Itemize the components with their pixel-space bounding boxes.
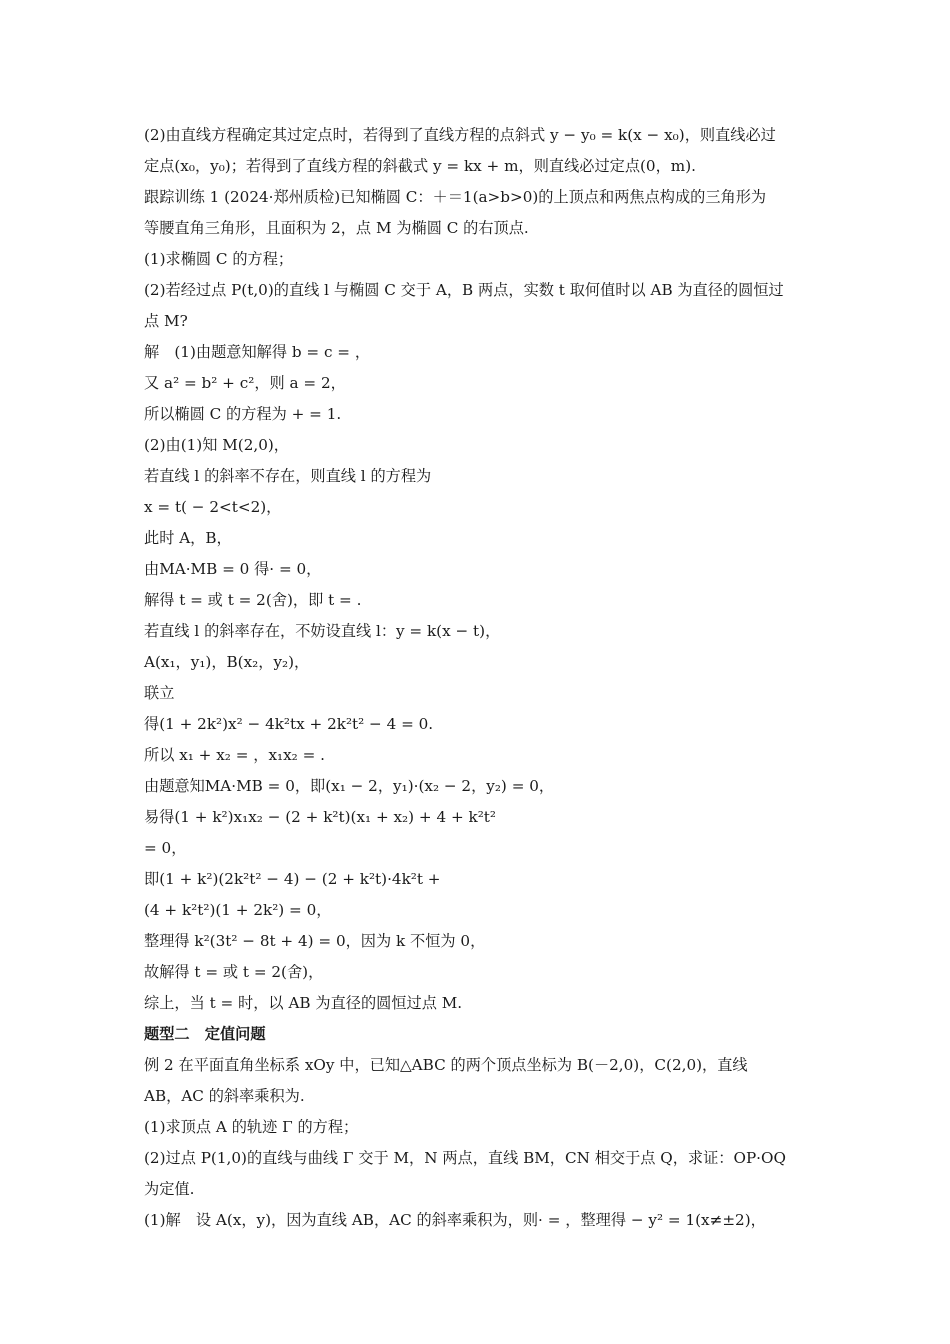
text-line: 点 M? (144, 312, 188, 330)
text-line: 等腰直角三角形，且面积为 2，点 M 为椭圆 C 的右顶点. (144, 219, 529, 237)
text-line: 又 a² = b² + c²，则 a = 2， (144, 374, 346, 392)
text-line: 若直线 l 的斜率存在，不妨设直线 l：y = k(x − t)， (144, 622, 501, 640)
text-line: 例 2 在平面直角坐标系 xOy 中，已知△ABC 的两个顶点坐标为 B(－2,0)，C(2,0)，直线 (144, 1056, 748, 1074)
text-line: 跟踪训练 1 (2024·郑州质检)已知椭圆 C：＋＝1(a>b>0)的上顶点和两焦点构成的三角形为 (144, 188, 767, 206)
text-line: 定点(x₀，y₀)；若得到了直线方程的斜截式 y = kx + m，则直线必过定点(0，m). (144, 157, 696, 175)
text-line: 所以 x₁ + x₂ = ，x₁x₂ = . (144, 746, 325, 764)
text-line: 若直线 l 的斜率不存在，则直线 l 的方程为 (144, 467, 432, 485)
text-line: = 0， (144, 839, 187, 857)
text-line: x = t( − 2<t<2)， (144, 498, 282, 516)
text-line: (2)若经过点 P(t,0)的直线 l 与椭圆 C 交于 A，B 两点，实数 t 取何值时以 AB 为直径的圆恒过 (144, 281, 784, 299)
text-line: 即(1 + k²)(2k²t² − 4) − (2 + k²t)·4k²t + (144, 870, 441, 888)
text-line: 整理得 k²(3t² − 8t + 4) = 0，因为 k 不恒为 0， (144, 932, 486, 950)
text-line: (2)过点 P(1,0)的直线与曲线 Γ 交于 M，N 两点，直线 BM，CN 相交于点 Q，求证：OP·OQ (144, 1149, 786, 1167)
text-line: 解 (1)由题意知解得 b = c = ， (144, 343, 371, 361)
text-line: 由题意知MA·MB = 0，即(x₁ − 2，y₁)·(x₂ − 2，y₂) = 0， (144, 777, 555, 795)
text-line: (2)由直线方程确定其过定点时，若得到了直线方程的点斜式 y − y₀ = k(x − x₀)，则直线必过 (144, 126, 776, 144)
text-line: 联立 (144, 684, 175, 702)
text-line: 得(1 + 2k²)x² − 4k²tx + 2k²t² − 4 = 0. (144, 715, 434, 733)
text-line: AB，AC 的斜率乘积为. (144, 1087, 305, 1105)
text-line: 解得 t = 或 t = 2(舍)，即 t = . (144, 591, 362, 609)
text-line: 故解得 t = 或 t = 2(舍)， (144, 963, 324, 981)
text-line: 综上，当 t = 时，以 AB 为直径的圆恒过点 M. (144, 994, 463, 1012)
text-line: A(x₁，y₁)，B(x₂，y₂)， (144, 653, 310, 671)
text-line: 易得(1 + k²)x₁x₂ − (2 + k²t)(x₁ + x₂) + 4 + k²t² (144, 808, 496, 826)
text-line: (2)由(1)知 M(2,0)， (144, 436, 289, 454)
text-line: 此时 A，B， (144, 529, 232, 547)
text-line: (1)求椭圆 C 的方程； (144, 250, 294, 268)
text-line: 由MA·MB = 0 得· = 0， (144, 560, 322, 578)
section-heading: 题型二 定值问题 (144, 1025, 266, 1043)
document-page (144, 120, 810, 1236)
text-line: (1)解 设 A(x，y)，因为直线 AB，AC 的斜率乘积为，则· = ，整理得 − y² = 1(x≠±2)， (144, 1211, 766, 1229)
text-line: 为定值. (144, 1180, 195, 1198)
text-line: (4 + k²t²)(1 + 2k²) = 0， (144, 901, 332, 919)
text-line: (1)求顶点 A 的轨迹 Γ 的方程； (144, 1118, 359, 1136)
text-line: 所以椭圆 C 的方程为 + = 1. (144, 405, 342, 423)
